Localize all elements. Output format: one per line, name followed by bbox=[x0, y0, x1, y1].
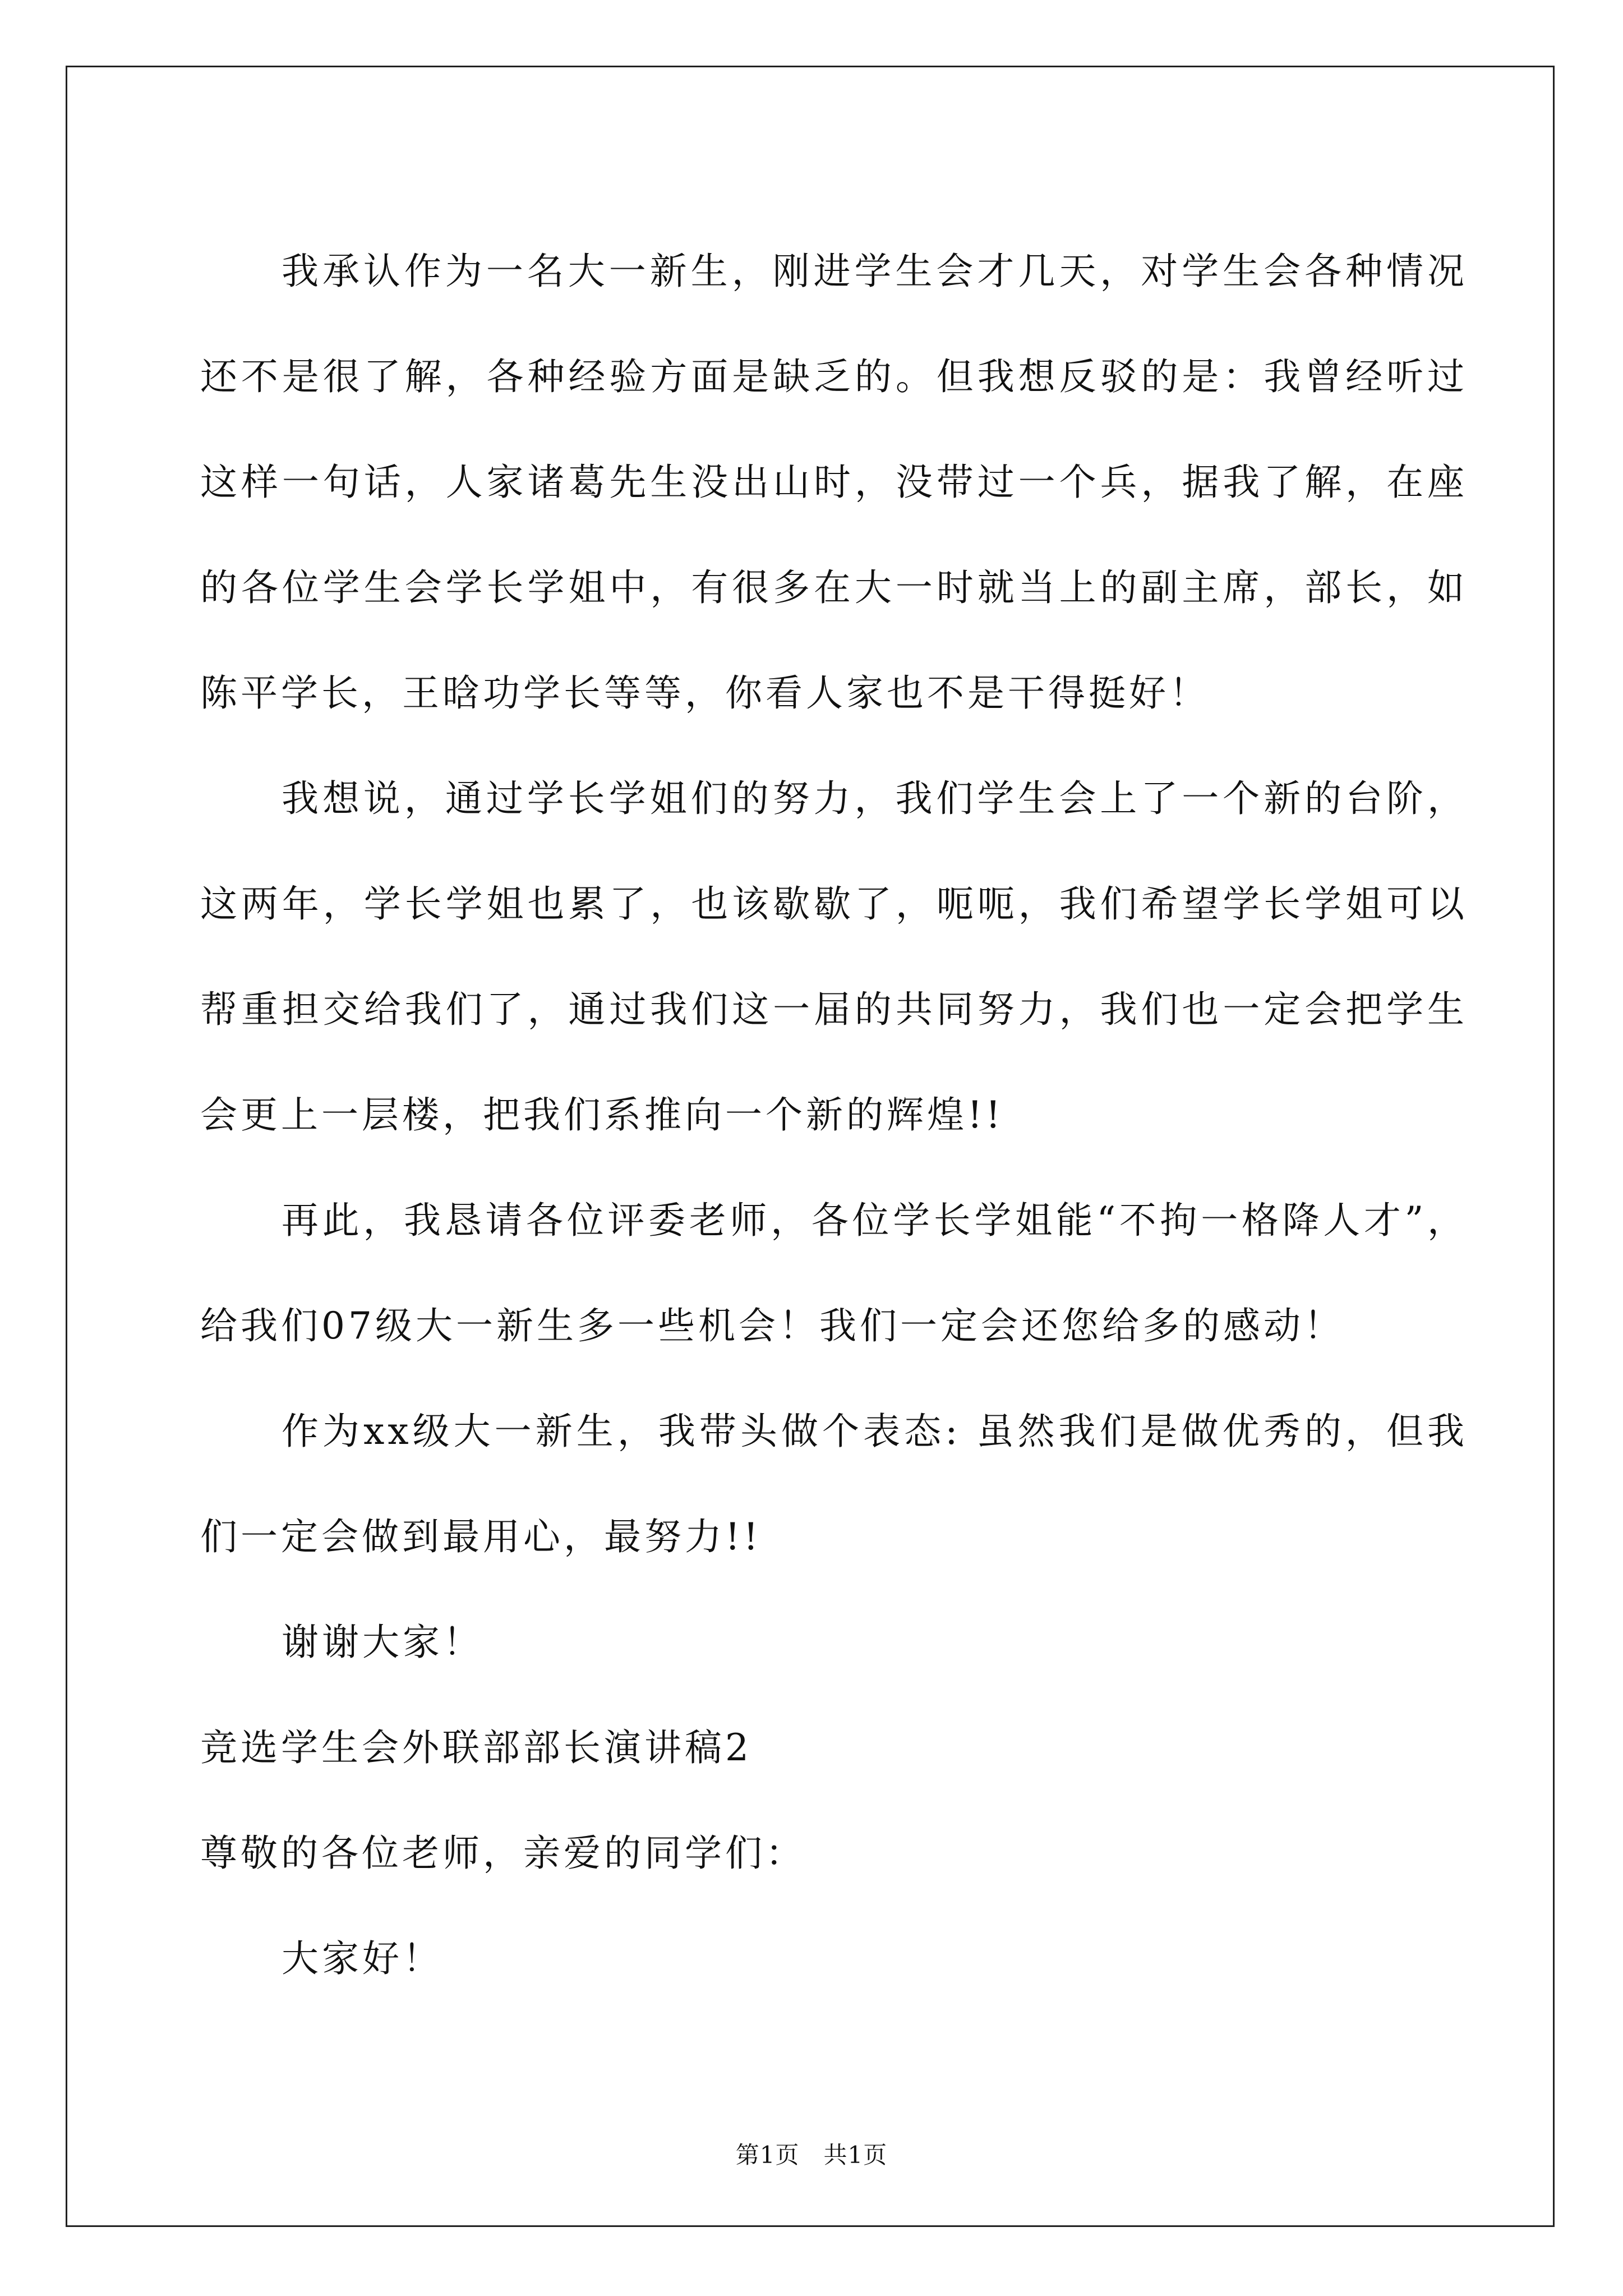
greeting: 大家好！ bbox=[282, 1937, 443, 1980]
section-heading: 竞选学生会外联部部长演讲稿2 bbox=[200, 1726, 752, 1769]
document-body bbox=[200, 219, 1468, 2012]
paragraph-3: 再此，我恳请各位评委老师，各位学长学姐能“不拘一格降人才”，给我们07级大一新生多一些机会！我们一定会还您给多的感动！ bbox=[200, 1199, 1468, 1347]
paragraph-2: 我想说，通过学长学姐们的努力，我们学生会上了一个新的台阶，这两年，学长学姐也累了，也该歇歇了，呃呃，我们希望学长学姐可以帮重担交给我们了，通过我们这一届的共同努力，我们也一定会把学生会更上一层楼，把我们系推向一个新的辉煌!! bbox=[200, 777, 1468, 1137]
page-footer: 第1页 共1页 bbox=[735, 2141, 888, 2169]
paragraph-1: 我承认作为一名大一新生，刚进学生会才几天，对学生会各种情况还不是很了解，各种经验方面是缺乏的。但我想反驳的是：我曾经听过这样一句话，人家诸葛先生没出山时，没带过一个兵，据我了解，在座的各位学生会学长学姐中，有很多在大一时就当上的副主席，部长，如陈平学长，王晗功学长等等，你看人家也不是干得挺好！ bbox=[200, 250, 1468, 715]
paragraph-5: 谢谢大家！ bbox=[282, 1621, 483, 1664]
paragraph-4: 作为xx级大一新生，我带头做个表态: 虽然我们是做优秀的，但我们一定会做到最用心，最努力!! bbox=[200, 1410, 1468, 1558]
salutation: 尊敬的各位老师，亲爱的同学们： bbox=[200, 1832, 806, 1875]
